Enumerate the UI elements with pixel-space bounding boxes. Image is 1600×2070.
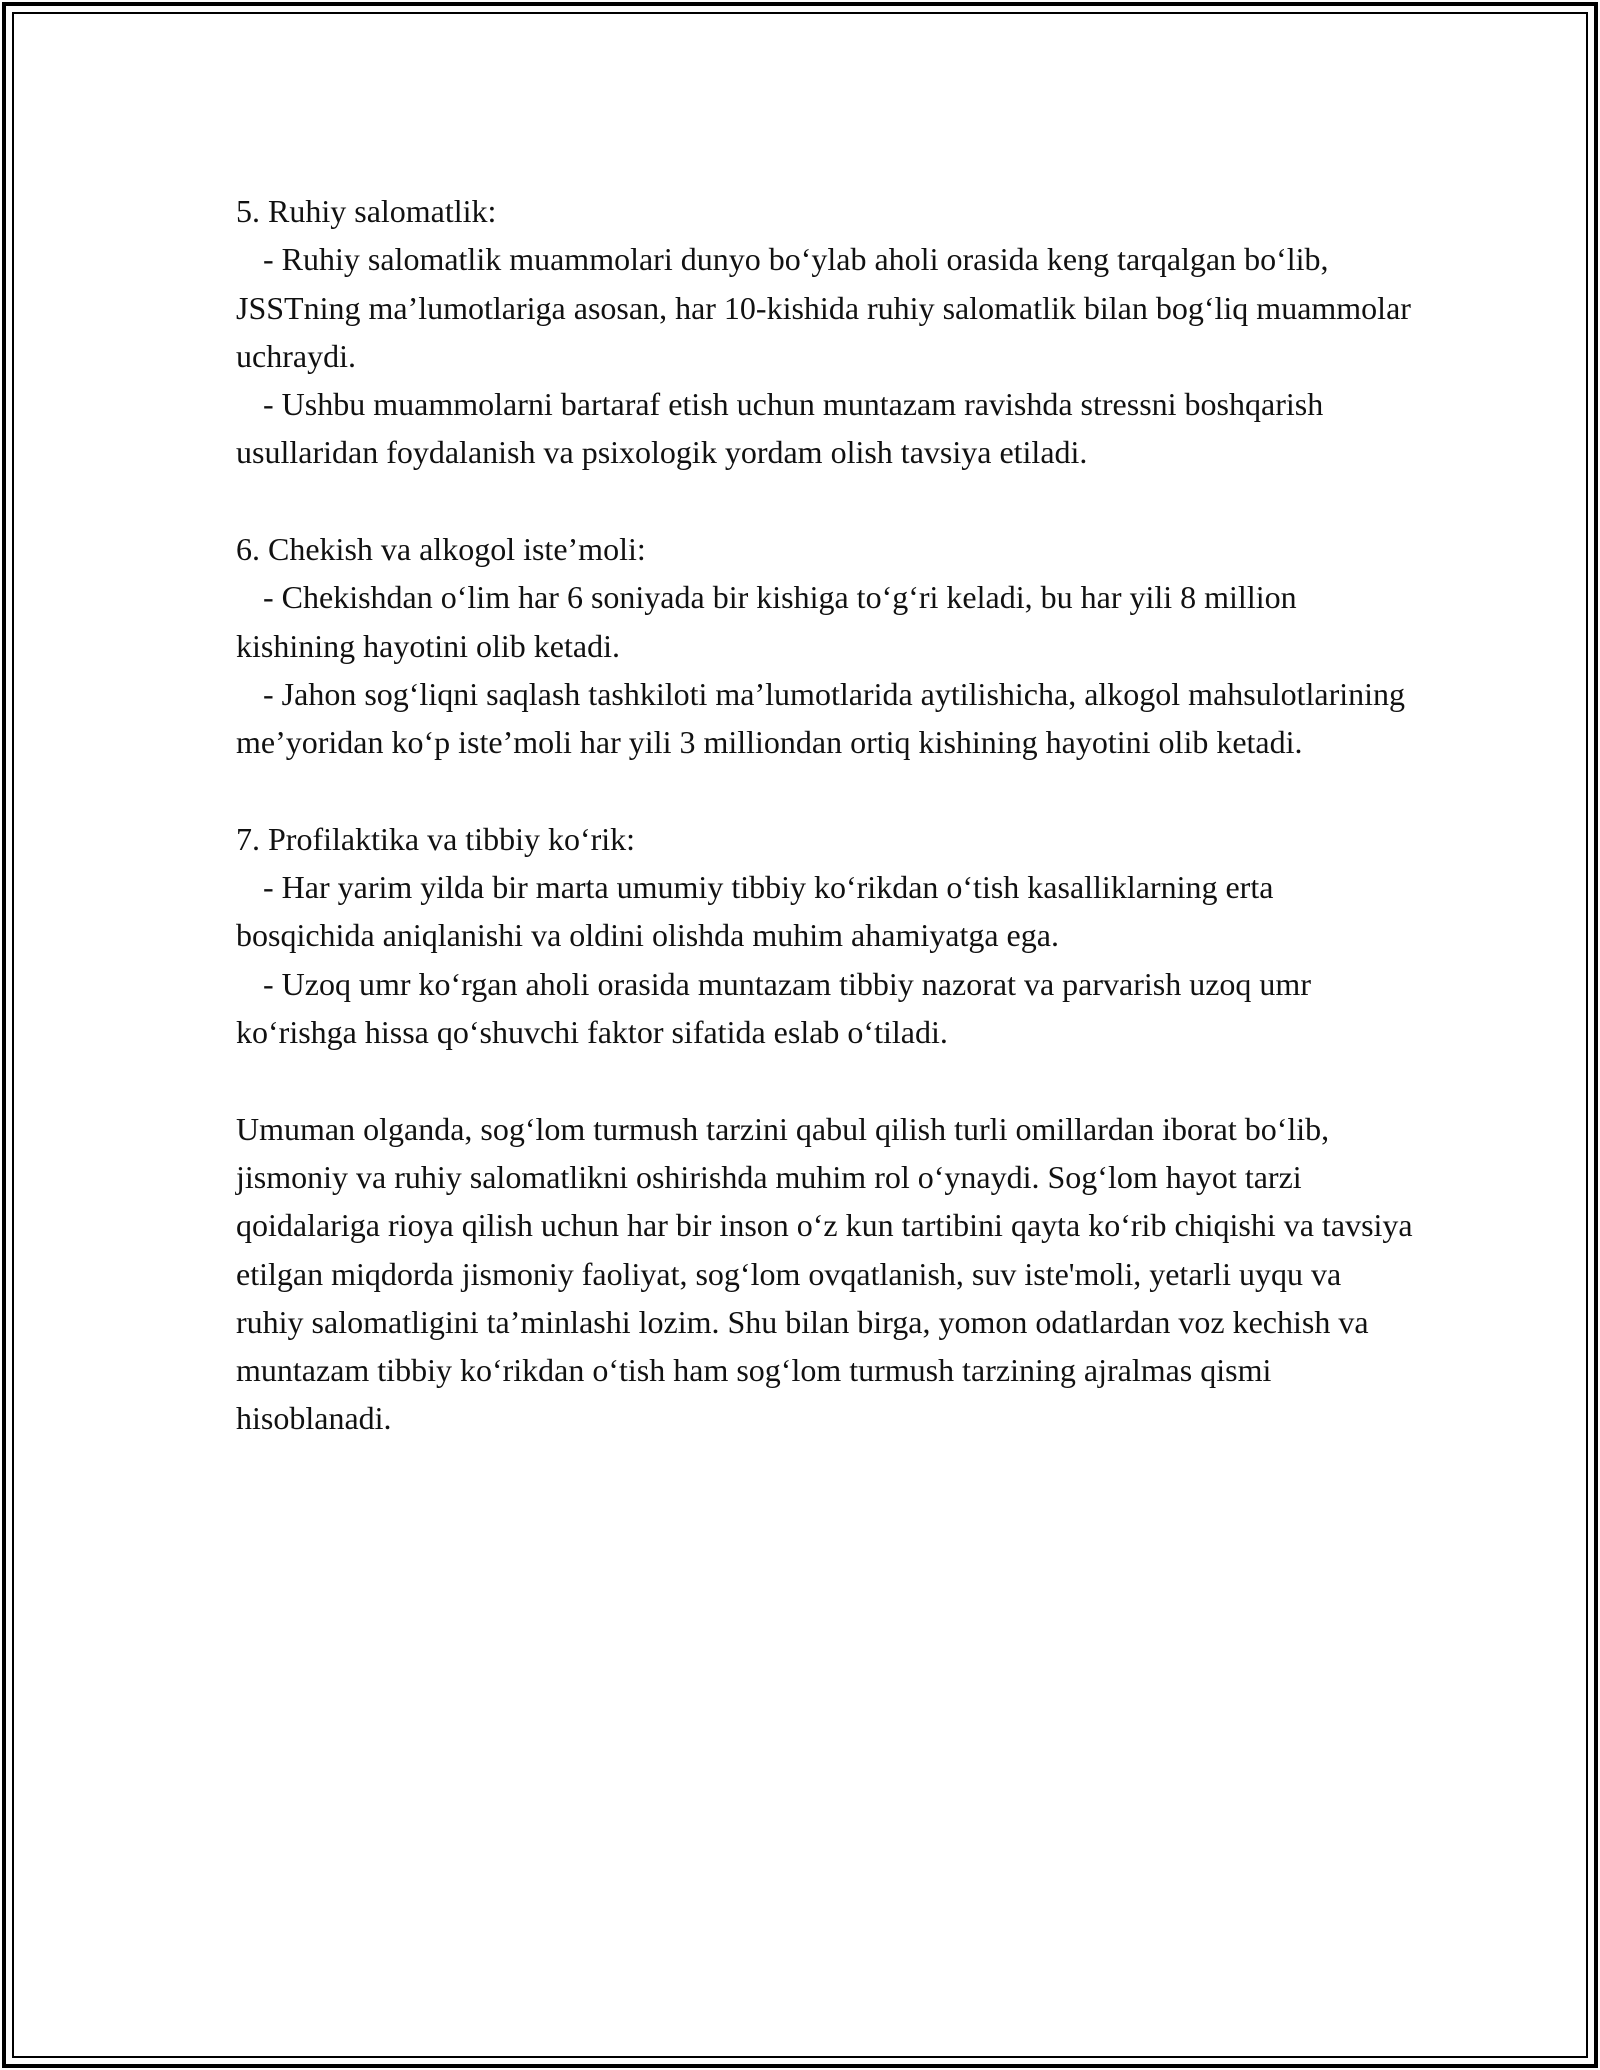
section-heading: 5. Ruhiy salomatlik: bbox=[236, 193, 497, 229]
bullet-text: - Ruhiy salomatlik muammolari dunyo bo‘ylab aholi orasida keng tarqalgan bo‘lib, JSSTning ma’lumotlariga asosan, har 10-kishida ruhiy salomatlik bilan bog‘liq muammolar uchraydi. bbox=[236, 241, 1411, 374]
paragraph-gap bbox=[236, 767, 1416, 815]
bullet-text: - Ushbu muammolarni bartaraf etish uchun muntazam ravishda stressni boshqarish usullaridan foydalanish va psixologik yordam olish tavsiya etiladi. bbox=[236, 386, 1324, 471]
section-mental-health bbox=[236, 187, 1416, 477]
section-bullet bbox=[236, 235, 1416, 380]
section-bullet bbox=[236, 960, 1416, 1057]
section-smoking-alcohol bbox=[236, 525, 1416, 766]
section-bullet bbox=[236, 380, 1416, 477]
bullet-text: - Har yarim yilda bir marta umumiy tibbiy ko‘rikdan o‘tish kasalliklarning erta bosqichida aniqlanishi va oldini olishda muhim ahamiyatga ega. bbox=[236, 869, 1274, 954]
bullet-text: - Jahon sog‘liqni saqlash tashkiloti ma’lumotlarida aytilishicha, alkogol mahsulotlarining me’yoridan ko‘p iste’moli har yili 3 milliondan ortiq kishining hayotini olib ketadi. bbox=[236, 675, 1406, 761]
paragraph-gap bbox=[236, 477, 1416, 525]
section-prevention-checkup bbox=[236, 815, 1416, 1056]
section-heading: 6. Chekish va alkogol iste’moli: bbox=[236, 531, 646, 568]
document-body bbox=[236, 187, 1416, 1443]
paragraph-gap bbox=[236, 1056, 1416, 1104]
section-bullet bbox=[236, 863, 1416, 960]
section-bullet bbox=[236, 670, 1416, 767]
section-heading: 7. Profilaktika va tibbiy ko‘rik: bbox=[236, 820, 636, 857]
bullet-text: - Chekishdan o‘lim har 6 soniyada bir kishiga to‘g‘ri keladi, bu har yili 8 million kishining hayotini olib ketadi. bbox=[236, 579, 1297, 664]
section-bullet bbox=[236, 573, 1416, 670]
conclusion-paragraph: Umuman olganda, sog‘lom turmush tarzini qabul qilish turli omillardan iborat bo‘lib, jismoniy va ruhiy salomatlikni oshirishda muhim rol o‘ynaydi. Sog‘lom hayot tarzi qoidalariga rioya qilish uchun har bir inson o‘z kun tartibini qayta ko‘rib chiqishi va tavsiya etilgan miqdorda jismoniy faoliyat, sog‘lom ovqatlanish, suv iste'moli, yetarli uyqu va ruhiy salomatligini ta’minlashi lozim. Shu bilan birga, yomon odatlardan voz kechish va muntazam tibbiy ko‘rikdan o‘tish ham sog‘lom turmush tarzining ajralmas qismi hisoblanadi. bbox=[236, 1110, 1413, 1437]
bullet-text: - Uzoq umr ko‘rgan aholi orasida muntazam tibbiy nazorat va parvarish uzoq umr ko‘rishga hissa qo‘shuvchi faktor sifatida eslab o‘tiladi. bbox=[236, 965, 1311, 1051]
